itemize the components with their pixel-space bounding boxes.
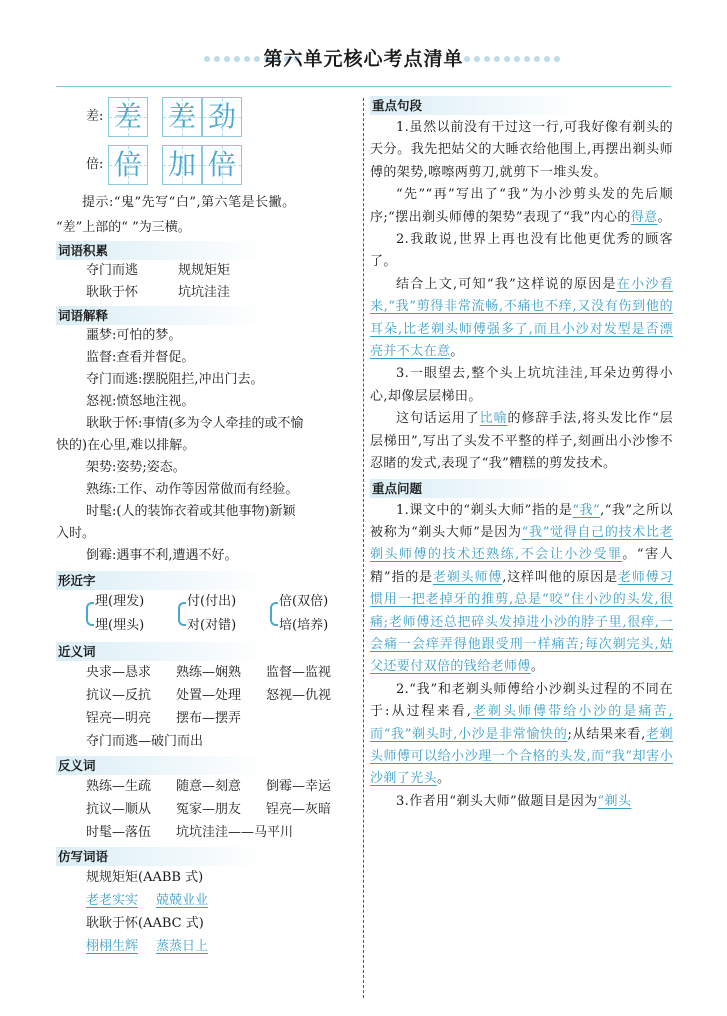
definition: 夺门而逃:摆脱阻拦,冲出门去。 [86,372,264,387]
list-item: 抗议—反抗 处置—处理 怒视—仇视 [86,688,332,703]
section-title-juduan: 重点句段 [370,96,673,115]
list-item: 理(理发) 付(付出) 倍(双倍) [56,590,356,614]
list-item: 夺门而逃—破门而出 [86,734,204,749]
definition: 倒霉:遇事不利,遭遇不好。 [86,548,238,563]
list-item: 耿耿于怀 坑坑洼洼 [86,285,231,300]
list-item: 央求—恳求 熟练—娴熟 监督—监视 [86,665,332,680]
char-label: 倍: [86,157,104,172]
passage-sentence: 2.我敢说,世界上再也没有比他更优秀的顾客了。 [370,232,673,270]
answer-text: 比喻 [479,411,508,427]
column-divider [363,98,364,998]
char-label: 差: [86,109,104,124]
list-item: 夺门而逃 规规矩矩 [86,263,231,278]
answer-text: 老老实实 [86,893,139,908]
definition-cont: 入时。 [56,526,96,541]
question: 1.课文中的“剃头大师”指的是“我”,“我”之所以被称为“剃头大师”是因为“我”觉得自己的技术比老剃头师傅的技术还熟练,不会让小沙受罪。“害人精”指的是老剃头师傅,这样叫他的原因是老师傅习惯用一把老掉牙的推剪,总是“咬”住小沙的头发,很痛;老师傅还总把碎头发掉进小沙的脖子里,很痒,一会痛一会痒弄得他跟受刑一样痛苦;每次剃完头,姑父还要付双倍的钱给老师傅。 [370,502,674,675]
list-item: 埋(埋头) 对(对错) 培(培养) [56,614,356,638]
answer-text: 兢兢业业 [156,893,209,908]
answer-text: 老剃头师傅 [432,569,503,585]
writing-tip-cont: “差”上部的“ ”为三横。 [56,220,191,235]
answer-text: 得意 [630,209,658,225]
definition-cont: 快的)在心里,难以排解。 [56,438,196,453]
answer-row [56,935,356,958]
question: 3.作者用“剃头大师”做题目是因为“剃头 [396,793,632,809]
analysis: “先”“再”写出了“我”为小沙剪头发的先后顺序;“摆出剃头师傅的架势”表现了“我”内心的得意。 [370,187,673,225]
section-title-wenti: 重点问题 [370,479,673,498]
pattern-prompt: 耿耿于怀(AABC 式) [86,916,204,931]
definition: 怒视:愤怒地注视。 [86,394,195,409]
list-item: 时髦—落伍 坑坑洼洼——马平川 [86,825,294,840]
question: 2.“我”和老剃头师傅给小沙剃头过程的不同在于:从过程来看,老剃头师傅带给小沙的是痛苦,而“我”剃头时,小沙是非常愉快的;从结果来看,老剃头师傅可以给小沙理一个合格的头发,而“我”却害小沙剃了光头。 [370,681,673,787]
answer-row [56,889,356,912]
definition: 时髦:(人的装饰衣着或其他事物)新颖 [86,504,296,519]
answer-text: 在小沙看来,“我”剪得非常流畅,不痛也不痒,又没有伤到他的耳朵,比老剃头师傅强多了,而且小沙对发型是否漂亮并不太在意 [370,276,673,360]
section-title-ciyu-jieshi: 词语解释 [56,306,356,325]
char-practice-row [56,144,356,186]
decorative-dots-right [464,56,560,62]
header-divider [56,86,671,87]
definition: 耿耿于怀:事情(多为令人牵挂的或不愉 [86,416,304,431]
list-item: 熟练—生疏 随意—刻意 倒霉—幸运 [86,779,332,794]
char-box: 加 [162,145,202,185]
definition: 熟练:工作、动作等因常做而有经验。 [86,482,299,497]
char-box: 劲 [202,97,242,137]
section-title-jinyici: 近义词 [56,642,356,661]
list-item: 抗议—顺从 冤家—朋友 锃亮—灰暗 [86,802,332,817]
section-title-xingjinzi: 形近字 [56,571,356,590]
page-title: 第六单元核心考点清单 [263,48,464,70]
section-title-ciyu-jilei: 词语积累 [56,241,356,260]
answer-text: 蒸蒸日上 [156,939,209,954]
analysis: 结合上文,可知“我”这样说的原因是在小沙看来,“我”剪得非常流畅,不痛也不痒,又没有伤到他的耳朵,比老剃头师傅强多了,而且小沙对发型是否漂亮并不太在意。 [370,276,673,360]
analysis: 这句话运用了比喻的修辞手法,将头发比作“层层梯田”,写出了头发不平整的样子,刻画出小沙惨不忍睹的发式,表现了“我”糟糕的剪发技术。 [370,411,673,472]
definition: 噩梦:可怕的梦。 [86,328,182,343]
definition: 监督:查看并督促。 [86,350,195,365]
char-box: 倍 [202,145,242,185]
definition: 架势:姿势;姿态。 [86,460,186,475]
writing-tip: 提示:“鬼”先写“白”,第六笔是长撇。 [82,195,296,210]
answer-text: 老师傅习惯用一把老掉牙的推剪,总是“咬”住小沙的头发,很痛;老师傅还总把碎头发掉进小沙的脖子里,很痒,一会痛一会痒弄得他跟受刑一样痛苦;每次剃完头,姑父还要付双倍的钱给老师傅 [370,569,673,675]
page-header [56,40,671,80]
char-practice-row [56,96,356,138]
char-box: 差 [108,97,148,137]
answer-text: “我”觉得自己的技术比老剃头师傅的技术还熟练,不会让小沙受罪 [370,524,674,563]
answer-text: 老剃头师傅带给小沙的是痛苦,而“我”剃头时,小沙是非常愉快的 [370,704,673,742]
answer-text: “剃头 [597,793,632,809]
pattern-prompt: 规规矩矩(AABB 式) [86,870,204,885]
passage-sentence: 3.一眼望去,整个头上坑坑洼洼,耳朵边剪得小心,却像层层梯田。 [370,366,673,404]
section-title-fangxie: 仿写词语 [56,847,356,866]
list-item: 锃亮—明亮 摆布—摆弄 [86,711,242,726]
answer-text: “我” [572,502,601,518]
answer-text: 栩栩生辉 [86,939,139,954]
section-title-fanyici: 反义词 [56,756,356,775]
passage-sentence: 1.虽然以前没有干过这一行,可我好像有剃头的天分。我先把姑父的大睡衣给他围上,再摆出剃头师傅的架势,嚓嚓两剪刀,就剪下一堆头发。 [370,120,673,180]
right-column [370,96,673,813]
left-column [56,96,356,958]
answer-text: 老剃头师傅可以给小沙理一个合格的头发,而“我”却害小沙剃了光头 [370,726,673,787]
char-box: 倍 [108,145,148,185]
char-box: 差 [162,97,202,137]
